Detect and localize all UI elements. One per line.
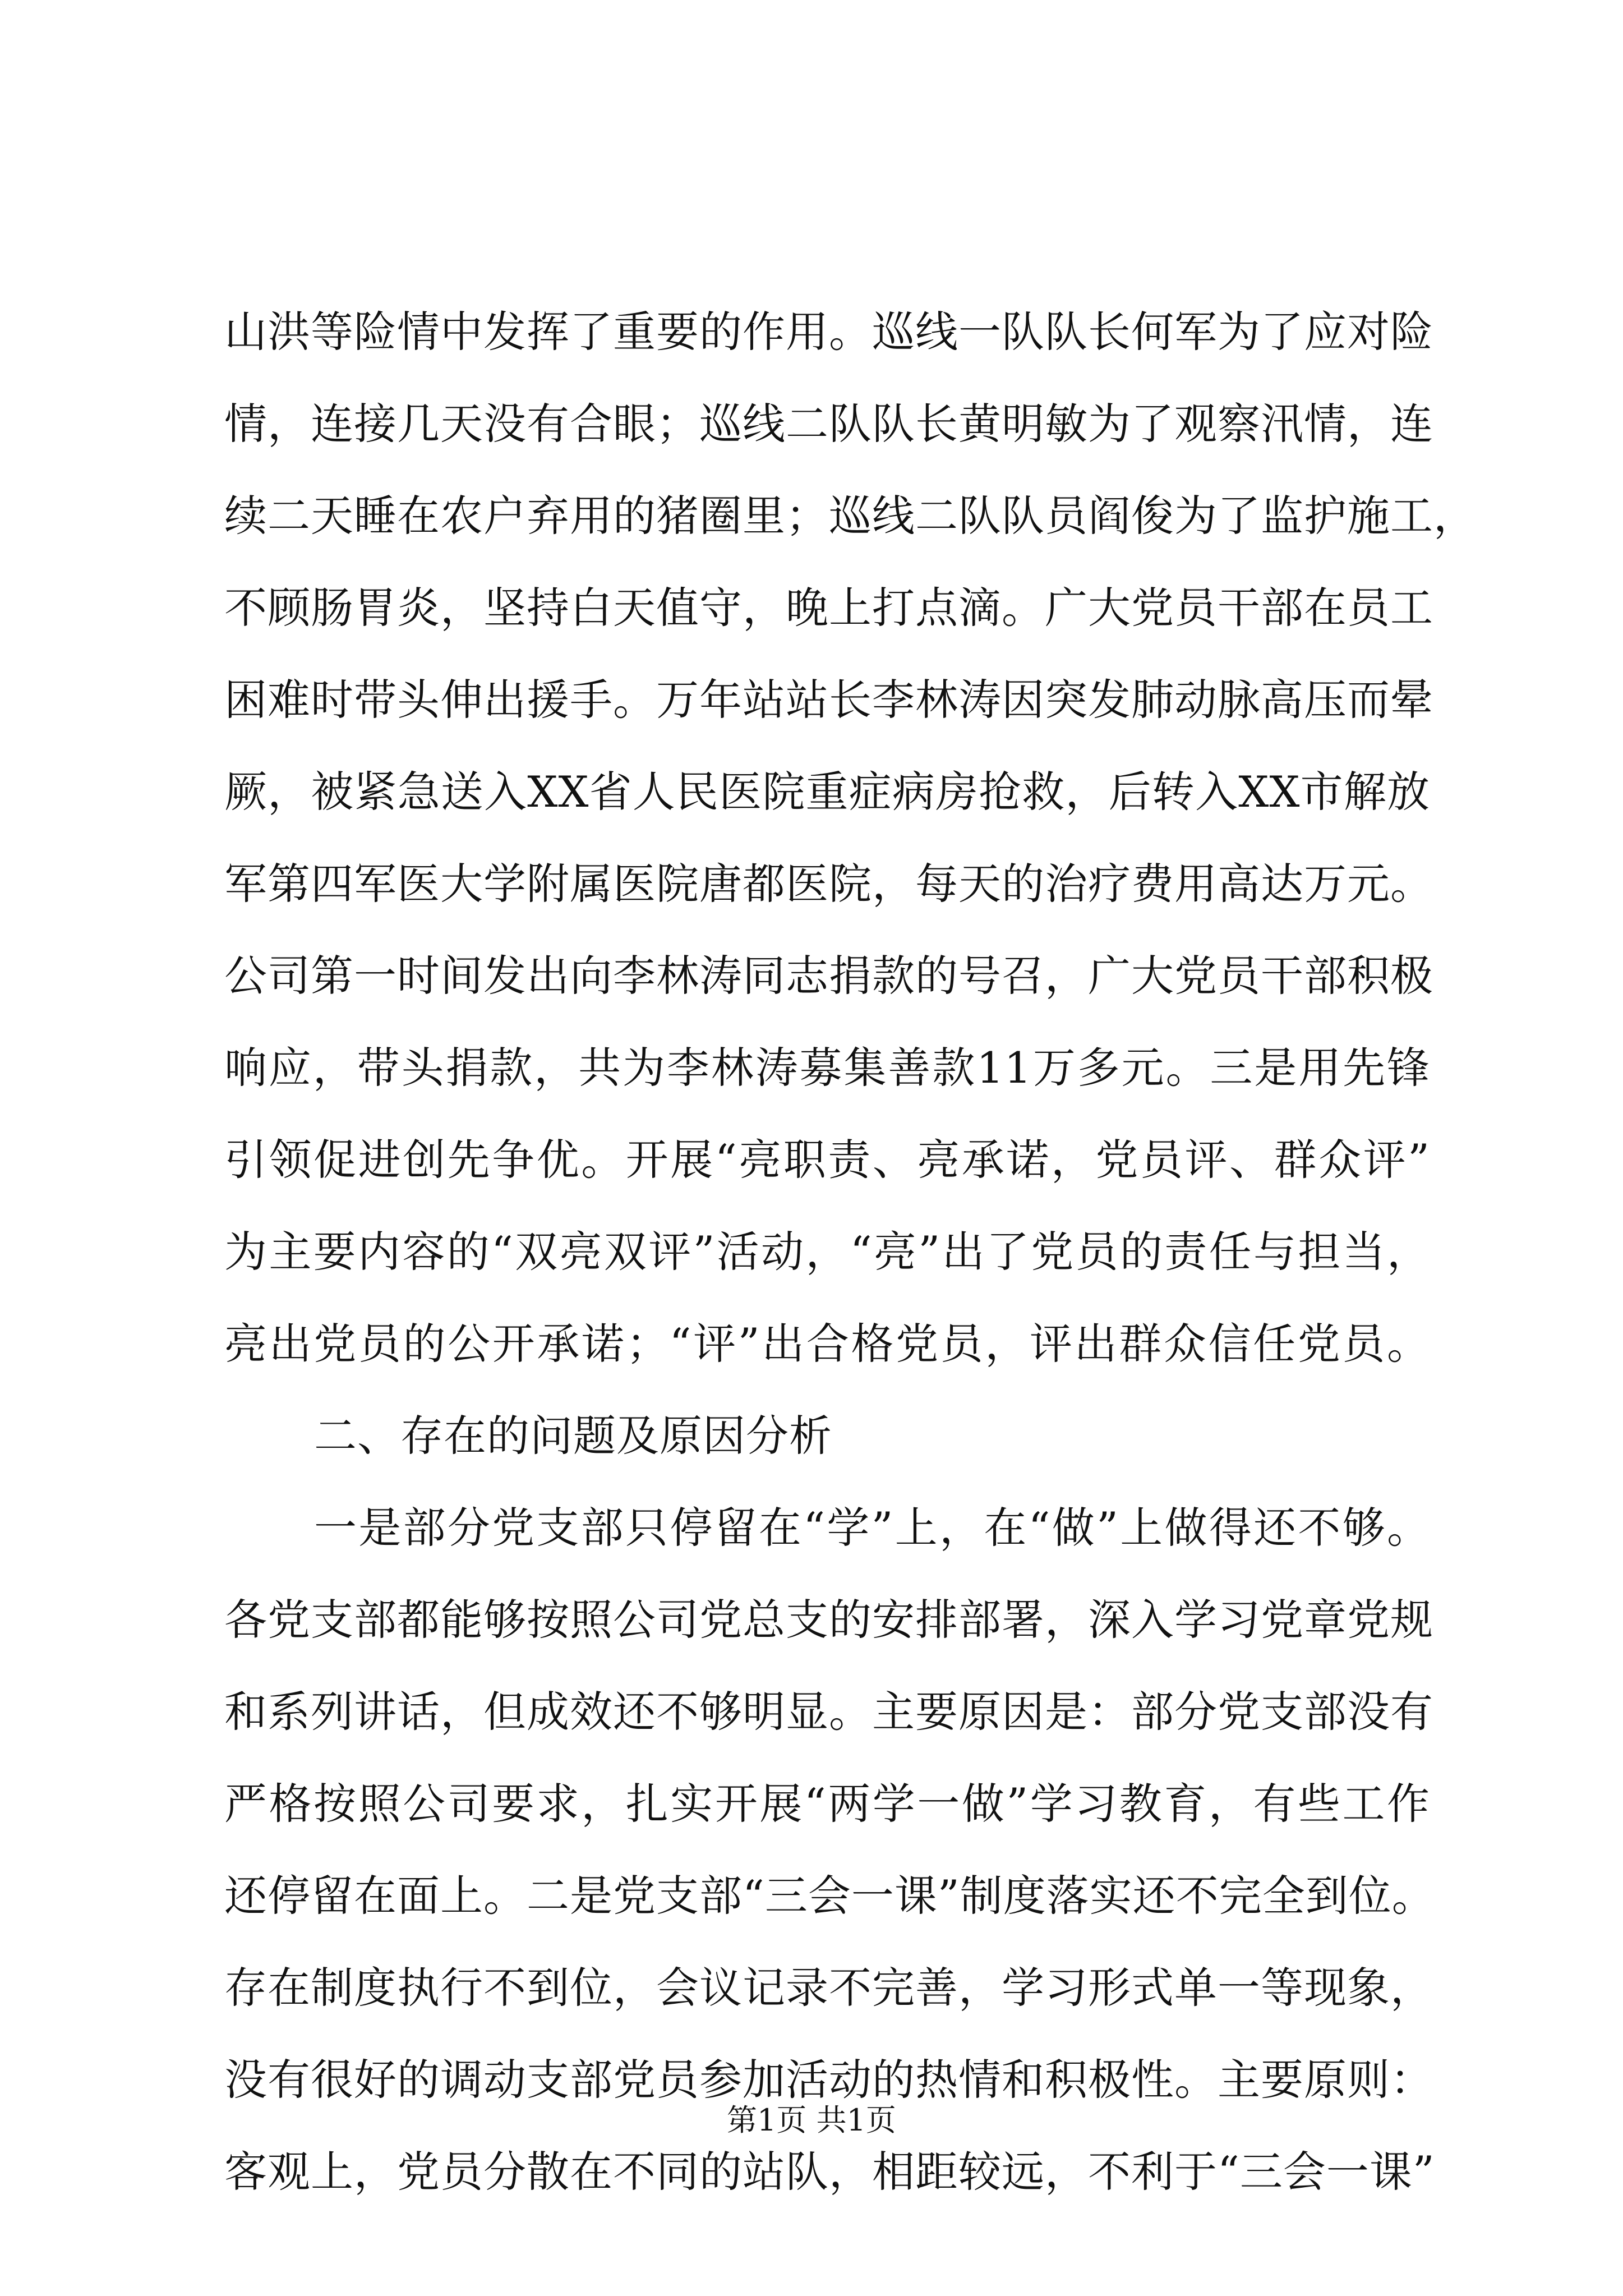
page-number-footer: 第1页 共1页 [727, 2102, 896, 2138]
body-line: 和系列讲话，但成效还不够明显。主要原因是：部分党支部没有 [224, 1687, 1433, 1737]
body-line: 续二天睡在农户弃用的猪圈里；巡线二队队员阎俊为了监护施工， [224, 491, 1477, 541]
section-heading: 二、存在的问题及原因分析 [314, 1411, 832, 1461]
body-line: 为主要内容的“双亮双评”活动，“亮”出了党员的责任与担当， [224, 1227, 1430, 1277]
paragraph-first-line: 一是部分党支部只停留在“学”上，在“做”上做得还不够。 [314, 1503, 1430, 1553]
body-line: 各党支部都能够按照公司党总支的安排部署，深入学习党章党规 [224, 1595, 1433, 1645]
body-line: 没有很好的调动支部党员参加活动的热情和积极性。主要原则： [224, 2055, 1433, 2105]
body-line: 不顾肠胃炎，坚持白天值守，晚上打点滴。广大党员干部在员工 [224, 583, 1433, 633]
body-line: 困难时带头伸出援手。万年站站长李林涛因突发肺动脉高压而晕 [224, 675, 1433, 725]
body-line: 引领促进创先争优。开展“亮职责、亮承诺，党员评、群众评” [224, 1135, 1430, 1185]
body-line: 严格按照公司要求，扎实开展“两学一做”学习教育，有些工作 [224, 1779, 1430, 1829]
body-line: 亮出党员的公开承诺；“评”出合格党员，评出群众信任党员。 [224, 1319, 1430, 1369]
body-line: 山洪等险情中发挥了重要的作用。巡线一队队长何军为了应对险 [224, 307, 1433, 357]
document-body [224, 286, 1477, 2218]
body-line: 客观上，党员分散在不同的站队，相距较远，不利于“三会一课” [224, 2147, 1435, 2197]
body-line: 存在制度执行不到位，会议记录不完善，学习形式单一等现象， [224, 1963, 1433, 2013]
body-line: 还停留在面上。二是党支部“三会一课”制度落实还不完全到位。 [224, 1871, 1435, 1921]
body-line: 响应，带头捐款，共为李林涛募集善款11万多元。三是用先锋 [224, 1043, 1430, 1093]
body-line: 军第四军医大学附属医院唐都医院，每天的治疗费用高达万元。 [224, 859, 1433, 909]
body-line: 厥，被紧急送入XX省人民医院重症病房抢救，后转入XX市解放 [224, 767, 1430, 817]
body-line: 情，连接几天没有合眼；巡线二队队长黄明敏为了观察汛情，连 [224, 399, 1433, 449]
body-line: 公司第一时间发出向李林涛同志捐款的号召，广大党员干部积极 [224, 951, 1433, 1001]
